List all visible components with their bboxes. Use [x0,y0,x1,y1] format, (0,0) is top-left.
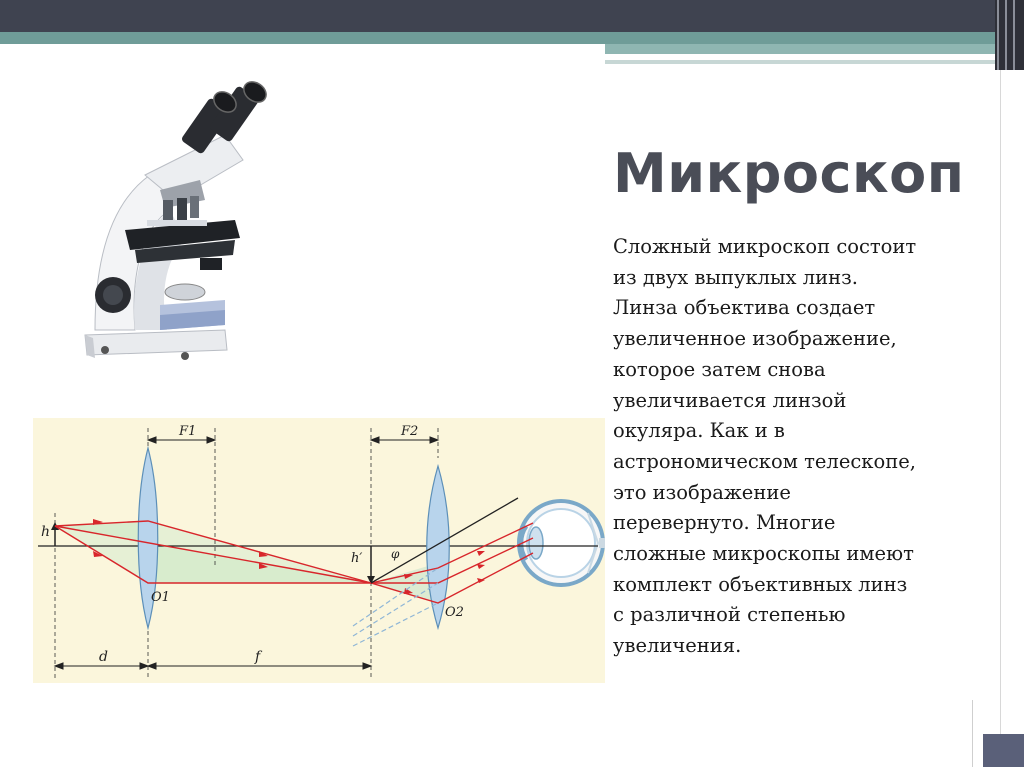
slide-title: Микроскоп [613,142,965,205]
body-line: из двух выпуклых линз. [613,265,858,289]
slide-body-text [613,232,983,662]
label-h-prime: h′ [351,551,363,566]
label-f2: F2 [401,424,419,439]
body-line: увеличенное изображение, [613,327,897,351]
eye-illustration [519,501,605,585]
optics-diagram [33,418,605,683]
body-line: увеличивается линзой [613,388,847,412]
microscope-image [75,80,285,365]
label-o2: O2 [445,605,464,620]
header-bar-dark [0,0,995,32]
right-border-line [1000,70,1001,767]
label-f: f [255,649,261,665]
body-line: сложные микроскопы имеют [613,542,914,566]
header-stripe [1005,0,1007,70]
label-phi: φ [391,547,400,561]
header-bar-thin [605,60,995,64]
body-line: Сложный микроскоп состоит [613,235,917,258]
header-bar-teal-light [605,44,995,54]
header-stripe [1013,0,1015,70]
body-line: это изображение [613,480,791,504]
body-line: Линза объектива создает [613,296,876,320]
label-h: h [41,524,51,540]
body-line: перевернуто. Многие [613,511,836,535]
label-f1: F1 [179,424,197,439]
body-line: с различной степенью [613,603,846,627]
body-line: комплект объективных линз [613,572,908,596]
label-d: d [99,649,108,665]
body-line: астрономическом телескопе, [613,449,916,473]
label-o1: O1 [151,590,170,605]
body-line: увеличения. [613,634,742,658]
header-stripe [997,0,999,70]
body-line: окуляра. Как и в [613,419,785,443]
header-bar-teal [0,32,995,44]
header-bar-dark-right [995,0,1024,70]
right-border-line [972,700,973,767]
corner-decoration [983,734,1024,767]
body-line: которое затем снова [613,357,826,381]
